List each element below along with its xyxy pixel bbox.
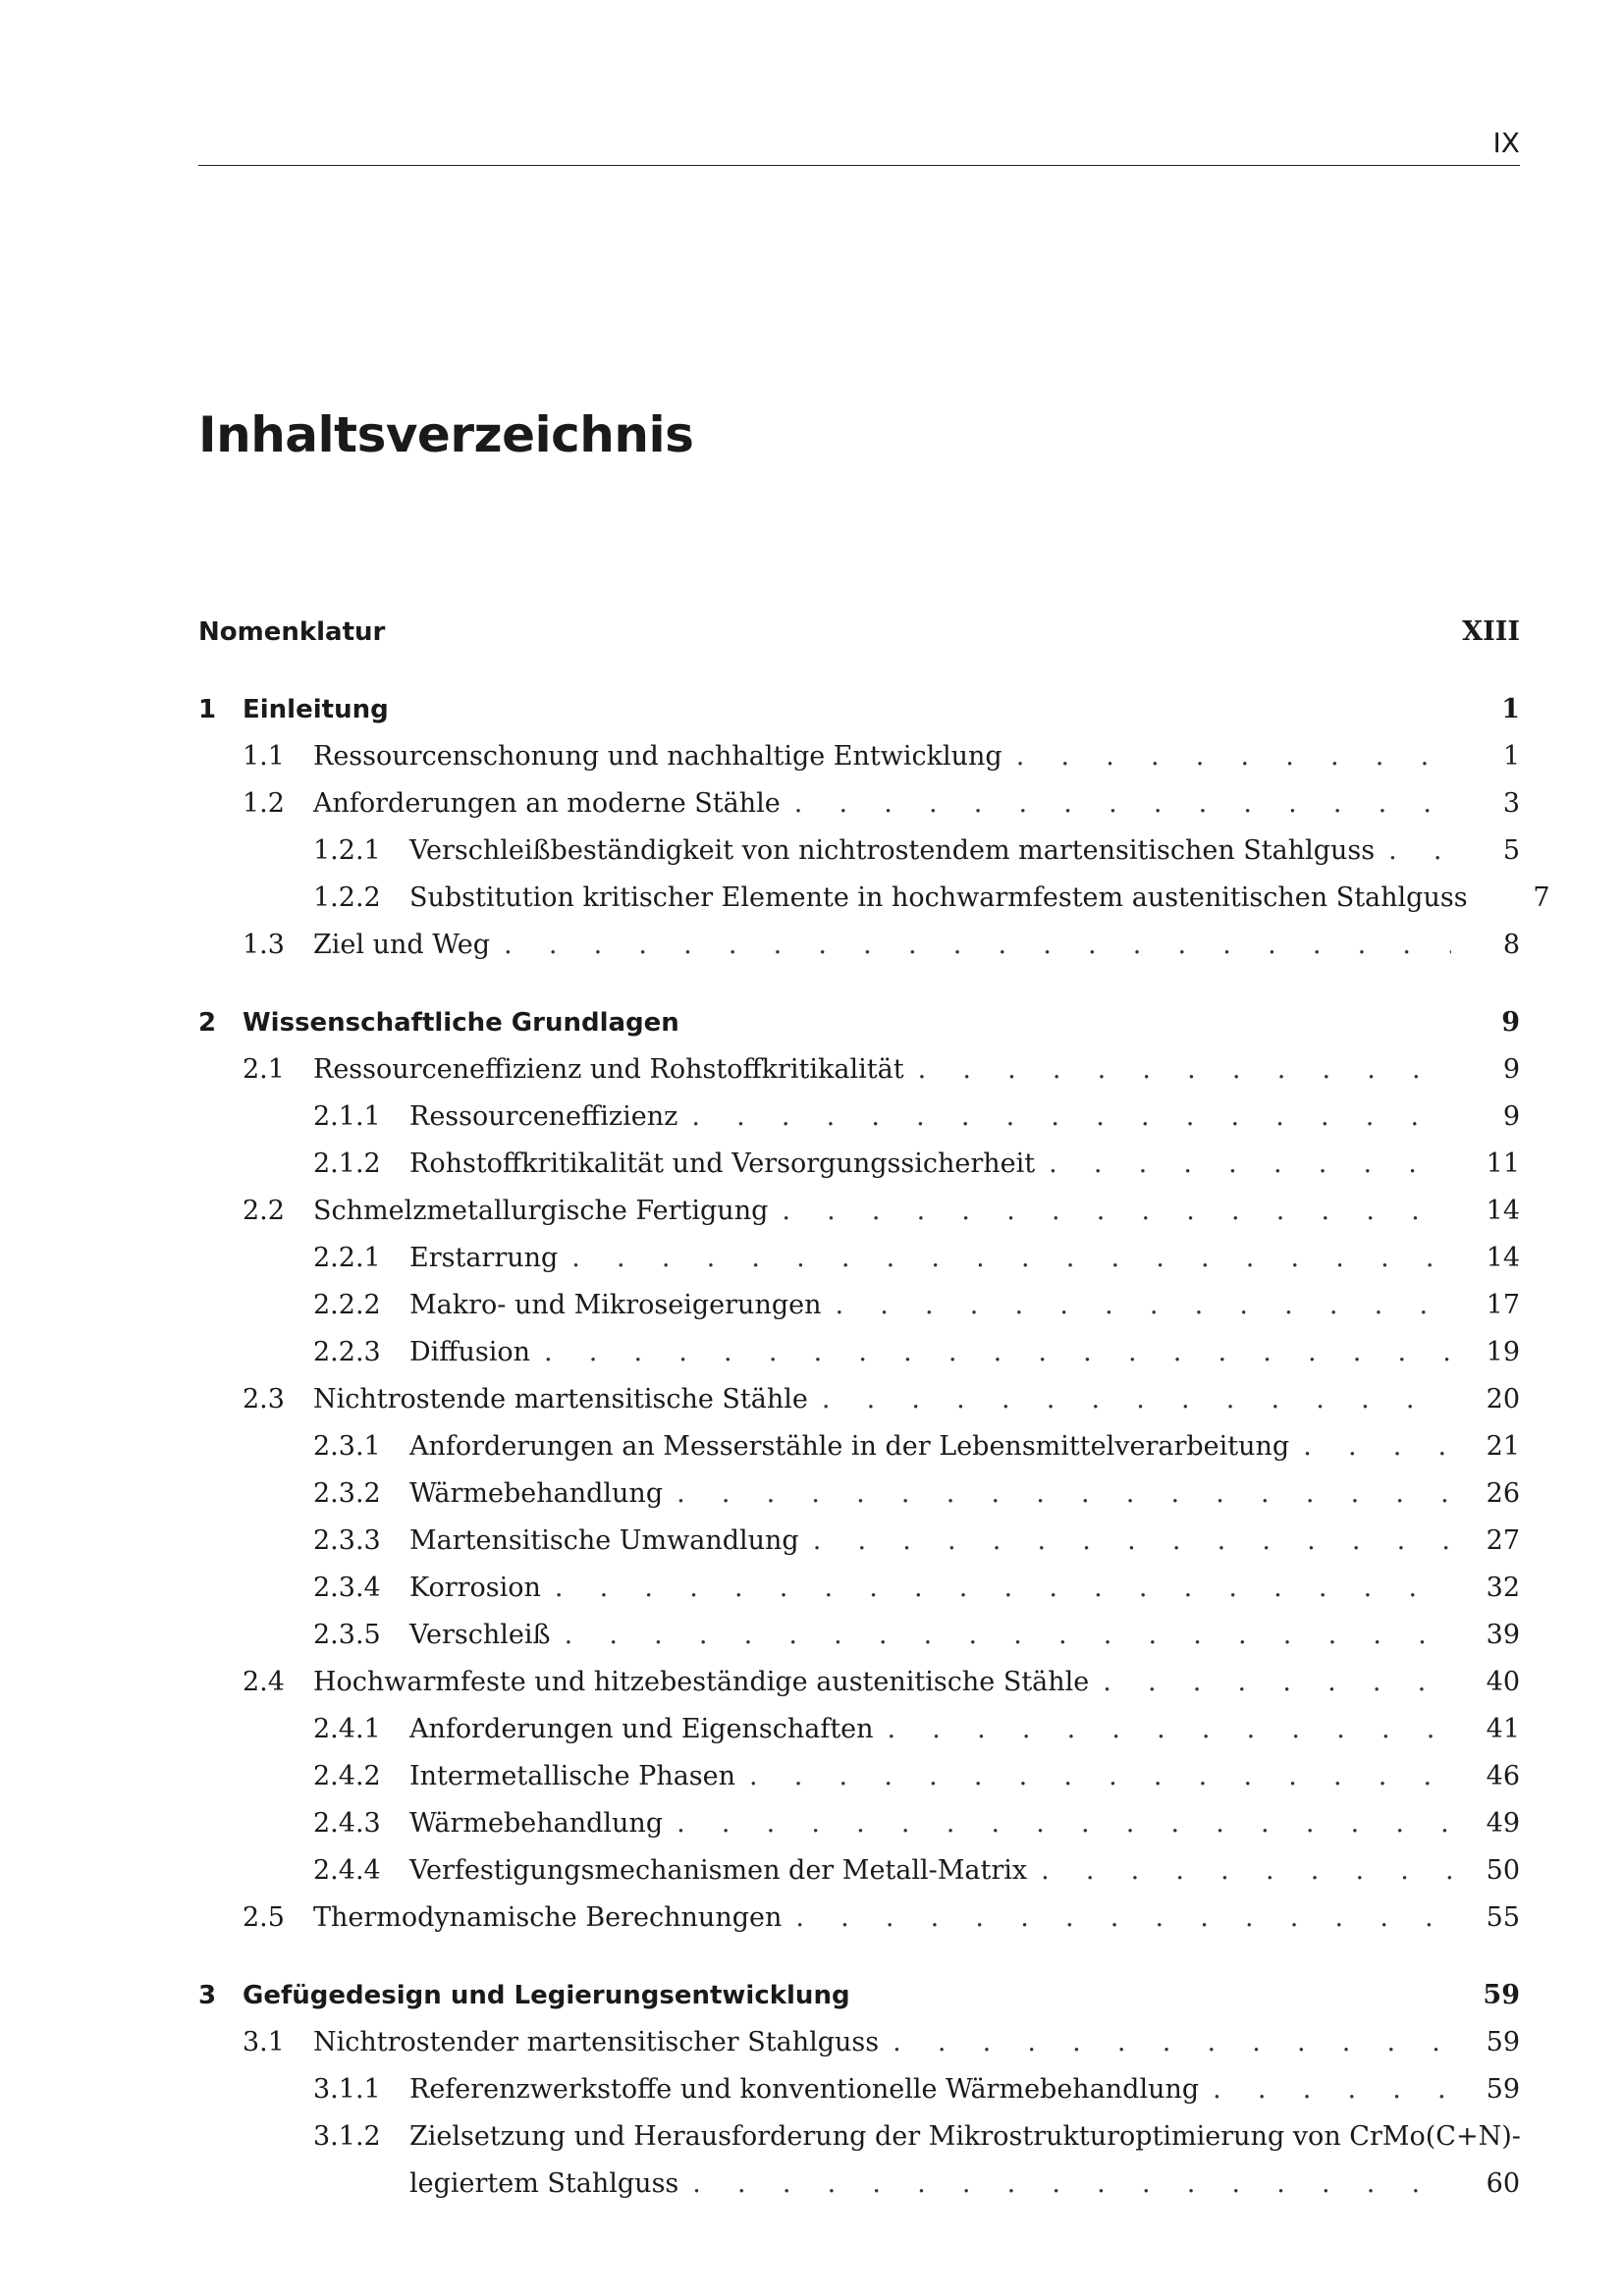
toc-chapter-1[interactable] [198,686,1520,733]
toc-entry-text: Ziel und Weg [313,930,491,960]
toc-entry-page: 46 [1486,1761,1520,1791]
toc-subsection-2-4-3[interactable] [198,1800,1520,1847]
toc-subsection-2-4-2[interactable] [198,1753,1520,1800]
toc-entry-number: 2.2 [243,1196,285,1226]
toc-entry-text-line-2: legiertem Stahlguss [409,2168,679,2199]
toc-entry-text: Wärmebehandlung [409,1478,664,1509]
toc-entry-text: Wissenschaftliche Grundlagen [243,1008,679,1038]
toc-entry-number: 1 [198,695,217,724]
toc-subsection-2-3-2[interactable] [198,1470,1520,1518]
toc-entry-number: 2.1.1 [313,1101,381,1132]
dot-leader [918,1046,1451,1094]
toc-entry-number: 2.4.3 [313,1808,381,1839]
toc-entry-page: 55 [1486,1902,1520,1933]
toc-section-2-2[interactable] [198,1188,1520,1235]
toc-entry-number: 2.2.3 [313,1337,381,1367]
toc-entry-page: 19 [1486,1337,1520,1367]
toc-subsection-2-3-1[interactable] [198,1423,1520,1470]
toc-entry-text: Ressourceneffizienz und Rohstoffkritikalität [313,1054,904,1085]
toc-entry-page: 41 [1486,1714,1520,1744]
toc-entry-page: 14 [1486,1243,1520,1273]
dot-leader [836,1282,1452,1329]
toc-entry-page: 17 [1486,1290,1520,1320]
toc-chapter-3[interactable] [198,1972,1520,2019]
dot-leader [504,922,1451,969]
toc-entry-number: 3.1.2 [313,2121,381,2152]
dot-leader [1049,1141,1451,1188]
toc-entry-text: Referenzwerkstoffe und konventionelle Wärmebehandlung [409,2074,1200,2105]
toc-entry-text: Hochwarmfeste und hitzebeständige austenitische Stähle [313,1667,1090,1697]
toc-subsection-2-1-1[interactable] [198,1094,1520,1141]
toc-entry-page: 3 [1502,788,1520,819]
toc-entry-text: Verschleißbeständigkeit von nichtrostendem martensitischen Stahlguss [409,835,1376,866]
toc-entry-text: Verschleiß [409,1620,551,1650]
toc-entry-number: 2.5 [243,1902,285,1933]
toc-entry-text: Nichtrostender martensitischer Stahlguss [313,2027,880,2057]
toc-entry-text: Nomenklatur [198,617,386,647]
toc-entry-text: Substitution kritischer Elemente in hochwarmfestem austenitischen Stahlguss [409,882,1468,913]
toc-entry-text: Anforderungen an Messerstähle in der Lebensmittelverarbeitung [409,1431,1290,1462]
toc-entry-text: Verfestigungsmechanismen der Metall-Matrix [409,1855,1028,1886]
toc-entry-number: 1.2.2 [313,882,381,913]
toc-entry-number: 2.3.2 [313,1478,381,1509]
toc-entry-page: 40 [1486,1667,1520,1697]
toc-entry-number: 2 [198,1008,217,1038]
dot-leader [1388,828,1451,875]
dot-leader [749,1753,1451,1800]
running-header-page-number: IX [1492,127,1520,159]
toc-entry-text: Anforderungen an moderne Stähle [313,788,781,819]
toc-entry-page: 60 [1486,2168,1520,2199]
toc-section-1-2[interactable] [198,780,1520,828]
toc-subsection-2-4-1[interactable] [198,1706,1520,1753]
toc-subsection-2-2-1[interactable] [198,1235,1520,1282]
toc-entry-text: Martensitische Umwandlung [409,1525,799,1556]
toc-entry-text: Korrosion [409,1573,541,1603]
toc-entry-text: Makro- und Mikroseigerungen [409,1290,822,1320]
toc-subsection-2-2-2[interactable] [198,1282,1520,1329]
dot-leader [782,1188,1451,1235]
toc-entry-text: Intermetallische Phasen [409,1761,736,1791]
toc-entry-text: Gefügedesign und Legierungsentwicklung [243,1981,850,2010]
toc-entry-number: 1.1 [243,741,285,772]
dot-leader [893,2019,1451,2066]
dot-leader [1016,733,1451,780]
toc-entry-page: 8 [1502,930,1520,960]
toc-subsection-2-3-4[interactable] [198,1565,1520,1612]
toc-entry-number: 3.1 [243,2027,285,2057]
toc-entry-page: 59 [1486,2074,1520,2105]
toc-entry-number: 1.2 [243,788,285,819]
page-title: Inhaltsverzeichnis [198,406,694,463]
toc-entry-number: 2.4.1 [313,1714,381,1744]
header-rule [198,165,1520,166]
toc-subsection-2-3-5[interactable] [198,1612,1520,1659]
toc-entry-number: 2.2.1 [313,1243,381,1273]
toc-entry-text: Nichtrostende martensitische Stähle [313,1384,808,1415]
toc-subsection-3-1-2-continuation[interactable] [198,2161,1520,2208]
toc-entry-number: 2.4.4 [313,1855,381,1886]
toc-subsection-3-1-1[interactable] [198,2066,1520,2113]
toc-subsection-2-3-3[interactable] [198,1518,1520,1565]
dot-leader [677,1470,1451,1518]
toc-entry-page: 50 [1486,1855,1520,1886]
dot-leader [571,1235,1451,1282]
toc-subsection-3-1-2[interactable] [198,2113,1520,2161]
dot-leader [544,1329,1451,1376]
toc-entry-page: 1 [1501,694,1520,724]
toc-entry-page: 39 [1486,1620,1520,1650]
toc-entry-text: Schmelzmetallurgische Fertigung [313,1196,769,1226]
dot-leader [794,780,1451,828]
dot-leader [1303,1423,1451,1470]
toc-entry-page: 32 [1486,1573,1520,1603]
toc-entry-page: 59 [1486,2027,1520,2057]
toc-entry-number: 2.4.2 [313,1761,381,1791]
dot-leader [822,1376,1451,1423]
toc-entry-page: 14 [1486,1196,1520,1226]
toc-entry-page: 27 [1486,1525,1520,1556]
toc-entry-text: Rohstoffkritikalität und Versorgungssicherheit [409,1148,1036,1179]
toc-entry-page: 1 [1502,741,1520,772]
dot-leader [691,1094,1451,1141]
toc-entry-page: 59 [1483,1980,1520,2010]
toc-entry-number: 2.2.2 [313,1290,381,1320]
toc-entry-number: 2.3.5 [313,1620,381,1650]
toc-section-2-5[interactable] [198,1895,1520,1942]
toc-entry-text: Erstarrung [409,1243,559,1273]
dot-leader [888,1706,1451,1753]
dot-leader [565,1612,1451,1659]
dot-leader [1213,2066,1451,2113]
toc-section-3-1[interactable] [198,2019,1520,2066]
toc-entry-page: 11 [1486,1148,1520,1179]
dot-leader [692,2161,1451,2208]
toc-entry-text-line-1: Zielsetzung und Herausforderung der Mikrostrukturoptimierung von CrMo(C+N)- [409,2121,1521,2152]
toc-section-2-3[interactable] [198,1376,1520,1423]
toc-entry-number: 2.4 [243,1667,285,1697]
toc-entry-page: 9 [1502,1101,1520,1132]
toc-entry-number: 2.1.2 [313,1148,381,1179]
table-of-contents [198,609,1550,2208]
toc-entry-number: 2.3.3 [313,1525,381,1556]
toc-entry-page: 9 [1501,1007,1520,1038]
toc-subsection-1-2-2[interactable] [198,875,1550,922]
toc-entry-number: 3 [198,1981,217,2010]
toc-entry-text: Anforderungen und Eigenschaften [409,1714,874,1744]
toc-subsection-1-2-1[interactable] [198,828,1520,875]
dot-leader [555,1565,1451,1612]
dot-leader [1041,1847,1451,1895]
toc-entry-page: XIII [1462,616,1520,647]
toc-entry-number: 2.3.1 [313,1431,381,1462]
toc-entry-number: 2.1 [243,1054,285,1085]
toc-entry-page: 21 [1486,1431,1520,1462]
toc-subsection-2-2-3[interactable] [198,1329,1520,1376]
toc-subsection-2-1-2[interactable] [198,1141,1520,1188]
toc-entry-page: 49 [1486,1808,1520,1839]
dot-leader [677,1800,1451,1847]
dot-leader [795,1895,1451,1942]
toc-section-1-1[interactable] [198,733,1520,780]
toc-entry-page: 7 [1533,882,1550,913]
toc-entry-number: 1.3 [243,930,285,960]
toc-entry-page: 20 [1486,1384,1520,1415]
toc-entry-text: Ressourcenschonung und nachhaltige Entwicklung [313,741,1002,772]
toc-section-2-4[interactable] [198,1659,1520,1706]
toc-subsection-2-4-4[interactable] [198,1847,1520,1895]
toc-entry-number: 3.1.1 [313,2074,381,2105]
toc-entry-text: Wärmebehandlung [409,1808,664,1839]
toc-entry-text: Ressourceneffizienz [409,1101,678,1132]
toc-entry-text: Diffusion [409,1337,530,1367]
toc-entry-text: Thermodynamische Berechnungen [313,1902,783,1933]
toc-section-2-1[interactable] [198,1046,1520,1094]
toc-entry-page: 26 [1486,1478,1520,1509]
toc-entry-number: 2.3.4 [313,1573,381,1603]
dot-leader [1103,1659,1451,1706]
toc-section-1-3[interactable] [198,922,1520,969]
toc-entry-page: 9 [1502,1054,1520,1085]
toc-entry-number: 1.2.1 [313,835,381,866]
toc-entry-number: 2.3 [243,1384,285,1415]
toc-chapter-2[interactable] [198,999,1520,1046]
dot-leader [813,1518,1451,1565]
toc-entry-text: Einleitung [243,695,389,724]
toc-entry-page: 5 [1502,835,1520,866]
toc-entry-nomenclature[interactable] [198,609,1520,656]
